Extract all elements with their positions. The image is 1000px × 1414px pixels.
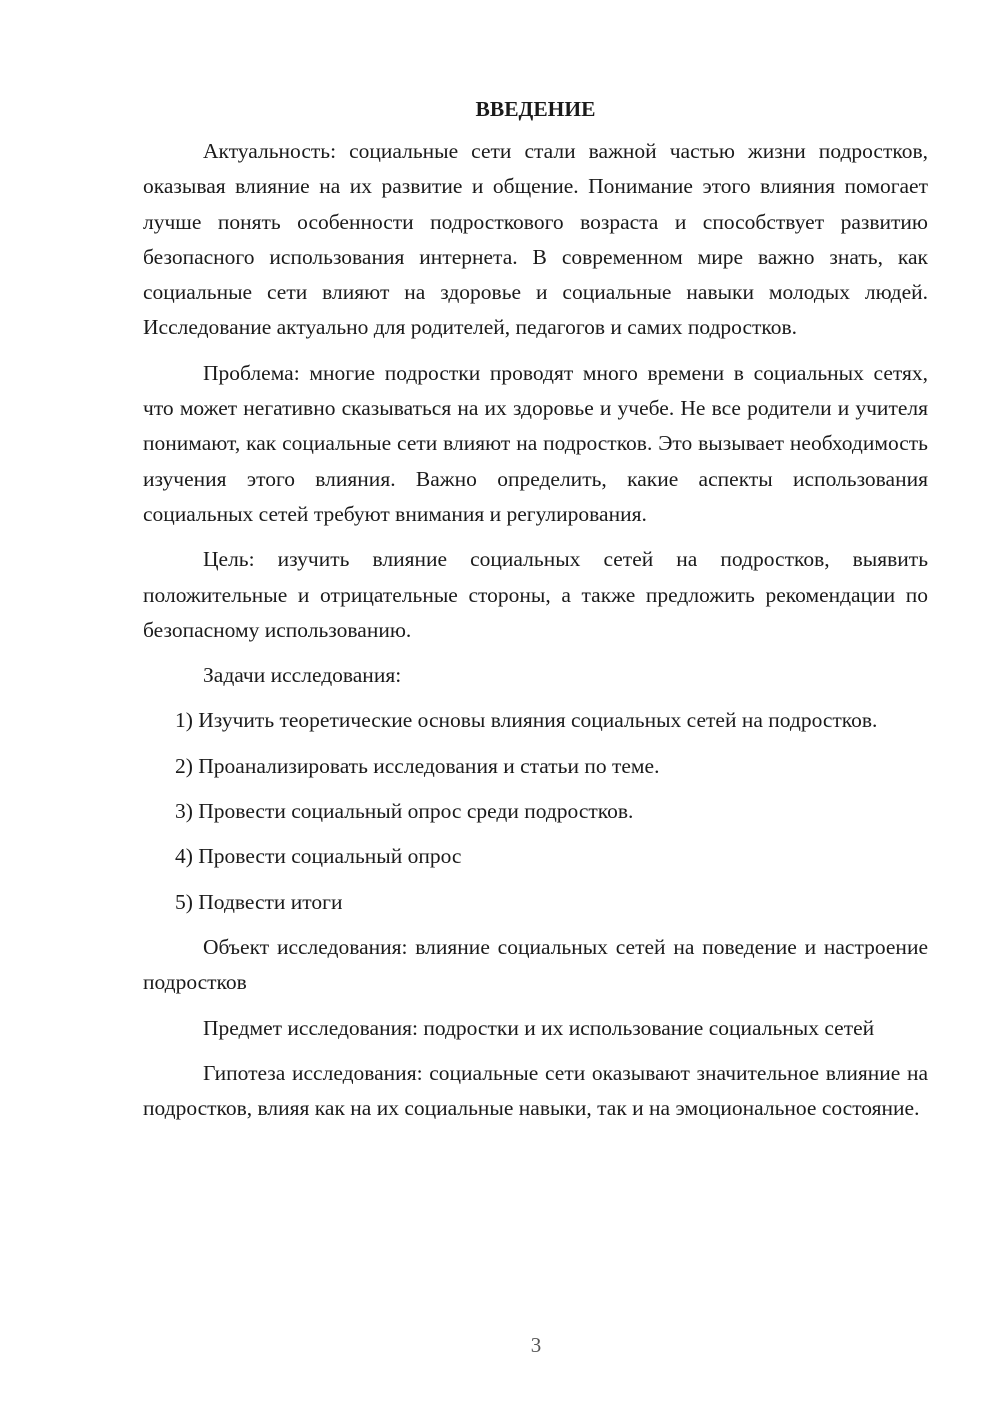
hypothesis-paragraph: Гипотеза исследования: социальные сети оказывают значительное влияние на подростков, влияя как на их социальные навыки, так и на эмоциональное состояние. xyxy=(143,1060,928,1121)
section-heading: ВВЕДЕНИЕ xyxy=(475,97,596,121)
document-body xyxy=(143,92,928,1136)
page-number: 3 xyxy=(530,1333,542,1357)
object-paragraph: Объект исследования: влияние социальных сетей на поведение и настроение подростков xyxy=(143,934,928,995)
goal-paragraph: Цель: изучить влияние социальных сетей на подростков, выявить положительные и отрицательные стороны, а также предложить рекомендации по безопасному использованию. xyxy=(143,547,928,642)
relevance-paragraph: Актуальность: социальные сети стали важной частью жизни подростков, оказывая влияние на их развитие и общение. Понимание этого влияния помогает лучше понять особенности подросткового возраста и способствует развитию безопасного использования интернета. В современном мире важно знать, как социальные сети влияют на здоровье и социальные навыки молодых людей. Исследование актуально для родителей, педагогов и самих подростков. xyxy=(143,139,928,340)
task-item: 4) Провести социальный опрос xyxy=(175,844,462,869)
task-item: 2) Проанализировать исследования и статьи по теме. xyxy=(175,753,660,778)
task-item: 5) Подвести итоги xyxy=(175,889,343,914)
subject-paragraph: Предмет исследования: подростки и их использование социальных сетей xyxy=(203,1015,875,1040)
problem-paragraph: Проблема: многие подростки проводят много времени в социальных сетях, что может негативно сказываться на их здоровье и учебе. Не все родители и учителя понимают, как социальные сети влияют на подростков. Это вызывает необходимость изучения этого влияния. Важно определить, какие аспекты использования социальных сетей требуют внимания и регулирования. xyxy=(143,360,928,526)
task-item: 1) Изучить теоретические основы влияния социальных сетей на подростков. xyxy=(175,708,878,733)
tasks-title: Задачи исследования: xyxy=(203,663,402,688)
task-item: 3) Провести социальный опрос среди подростков. xyxy=(175,799,634,824)
